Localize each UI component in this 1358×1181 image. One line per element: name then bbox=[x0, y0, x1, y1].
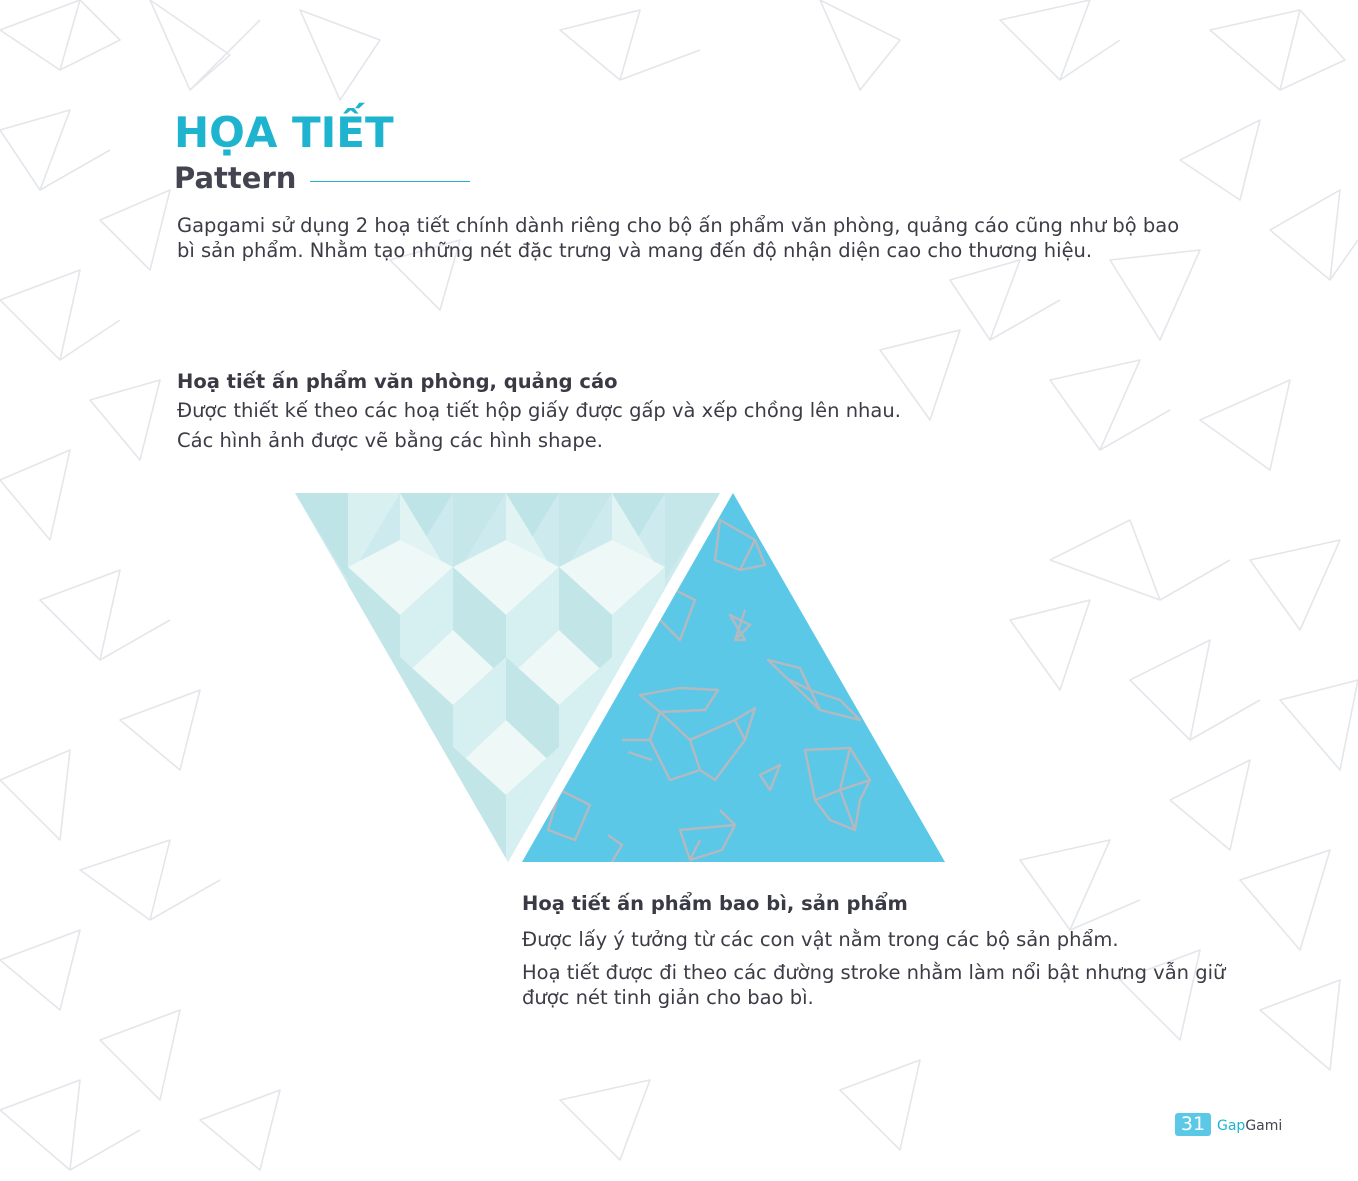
packaging-pattern-heading: Hoạ tiết ấn phẩm bao bì, sản phẩm bbox=[522, 892, 908, 915]
office-pattern-line-1: Được thiết kế theo các hoạ tiết hộp giấy được gấp và xếp chồng lên nhau. bbox=[177, 399, 901, 422]
packaging-pattern-line-2: Hoạ tiết được đi theo các đường stroke nhằm làm nổi bật nhưng vẫn giữ được nét tinh giản cho bao bì. bbox=[522, 961, 1226, 1009]
brand-logotype bbox=[1217, 1117, 1282, 1135]
office-pattern-line-2: Các hình ảnh được vẽ bằng các hình shape. bbox=[177, 429, 603, 452]
office-pattern-heading: Hoạ tiết ấn phẩm văn phòng, quảng cáo bbox=[177, 370, 618, 393]
page-subtitle: Pattern bbox=[174, 161, 297, 195]
intro-paragraph: Gapgami sử dụng 2 hoạ tiết chính dành riêng cho bộ ấn phẩm văn phòng, quảng cáo cũng như bộ bao bì sản phẩm. Nhằm tạo những nét đặc trưng và mang đến độ nhận diện cao cho thương hiệu. bbox=[177, 214, 1180, 262]
brand-part-gap: Gap bbox=[1217, 1118, 1246, 1134]
brand-part-gami: Gami bbox=[1245, 1118, 1283, 1134]
page-number-badge: 31 bbox=[1175, 1113, 1211, 1136]
packaging-pattern-line-1: Được lấy ý tưởng từ các con vật nằm trong các bộ sản phẩm. bbox=[522, 928, 1119, 951]
page-title: HỌA TIẾT bbox=[174, 108, 394, 157]
packaging-pattern-section bbox=[522, 890, 1262, 1010]
